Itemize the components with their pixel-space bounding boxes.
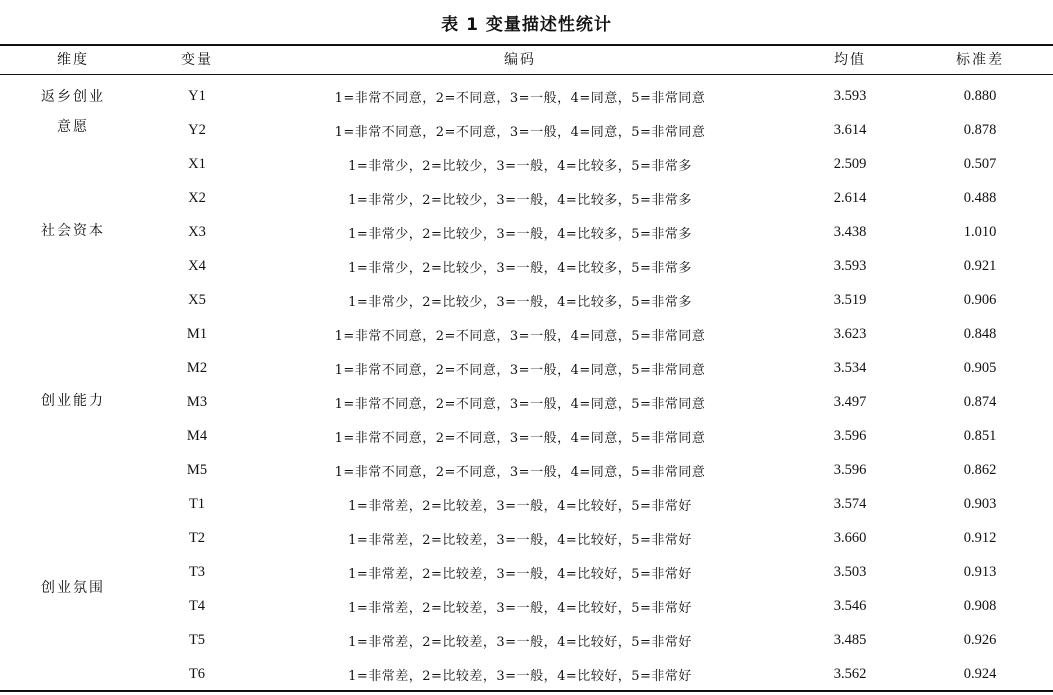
sd-cell: 0.880 (963, 87, 997, 104)
variable-cell: M5 (186, 462, 208, 479)
dimension-label-line1: 返乡创业 (41, 89, 105, 105)
coding-cell: 1=非常不同意，2=不同意，3=一般，4=同意，5=非常同意 (334, 362, 706, 378)
coding-cell: 1=非常不同意，2=不同意，3=一般，4=同意，5=非常同意 (334, 431, 706, 446)
sd-cell: 1.010 (963, 223, 997, 240)
table-title: 表 1 变量描述性统计 (441, 15, 612, 35)
table-row (0, 317, 1053, 351)
mean-cell: 3.596 (833, 428, 867, 444)
sd-cell: 0.924 (963, 666, 997, 683)
variable-cell: M4 (186, 428, 208, 444)
sd-cell: 0.507 (963, 155, 997, 172)
coding-cell: 1=非常差，2=比较差，3=一般，4=比较好，5=非常好 (348, 567, 692, 583)
dimension-social-capital (22, 216, 124, 246)
variable-cell: M3 (186, 393, 208, 410)
dimension-entrepreneurial-ability (22, 386, 124, 416)
sd-cell: 0.874 (963, 393, 997, 410)
mean-cell: 3.593 (833, 257, 867, 274)
header-rule (0, 74, 1053, 75)
sd-cell: 0.851 (963, 428, 997, 444)
mean-cell: 3.534 (833, 359, 867, 376)
variable-cell: T1 (188, 496, 206, 513)
coding-cell: 1=非常少，2=比较少，3=一般，4=比较多，5=非常多 (348, 294, 692, 310)
header-coding: 编码 (504, 52, 536, 68)
dimension-entrepreneurial-atmosphere (22, 573, 124, 603)
coding-cell: 1=非常少，2=比较少，3=一般，4=比较多，5=非常多 (348, 226, 692, 242)
mean-cell: 2.509 (833, 155, 867, 172)
dimension-return-entrepreneurship (22, 82, 124, 142)
coding-cell: 1=非常差，2=比较差，3=一般，4=比较好，5=非常好 (348, 533, 692, 549)
sd-cell: 0.488 (963, 189, 997, 206)
coding-cell: 1=非常不同意，2=不同意，3=一般，4=同意，5=非常同意 (334, 465, 706, 481)
table-row (0, 522, 1053, 556)
table-row (0, 454, 1053, 488)
mean-cell: 3.614 (833, 121, 867, 138)
table-row (0, 79, 1053, 113)
header-sd: 标准差 (956, 52, 1004, 68)
coding-cell: 1=非常不同意，2=不同意，3=一般，4=同意，5=非常同意 (334, 396, 706, 412)
coding-cell: 1=非常少，2=比较少，3=一般，4=比较多，5=非常多 (348, 192, 692, 208)
variable-cell: T4 (188, 598, 206, 615)
mean-cell: 3.503 (833, 564, 867, 581)
mean-cell: 3.546 (833, 598, 867, 615)
variable-cell: Y2 (188, 121, 206, 138)
sd-cell: 0.862 (963, 462, 997, 479)
mean-cell: 3.519 (833, 291, 867, 308)
sd-cell: 0.921 (963, 257, 997, 274)
mean-cell: 3.574 (833, 496, 867, 513)
mean-cell: 3.596 (833, 462, 867, 479)
sd-cell: 0.913 (963, 564, 997, 581)
coding-cell: 1=非常差，2=比较差，3=一般，4=比较好，5=非常好 (348, 601, 692, 617)
variable-cell: T3 (188, 564, 206, 581)
sd-cell: 0.905 (963, 359, 997, 376)
mean-cell: 2.614 (833, 189, 867, 206)
bottom-rule (0, 690, 1053, 692)
coding-cell: 1=非常差，2=比较差，3=一般，4=比较好，5=非常好 (348, 499, 692, 515)
variable-cell: X2 (188, 189, 206, 206)
coding-cell: 1=非常少，2=比较少，3=一般，4=比较多，5=非常多 (348, 260, 692, 276)
sd-cell: 0.848 (963, 325, 997, 342)
variable-cell: Y1 (188, 87, 206, 104)
header-variable: 变量 (181, 52, 213, 68)
dimension-label-line1: 创业氛围 (41, 580, 105, 596)
table-row (0, 283, 1053, 317)
coding-cell: 1=非常差，2=比较差，3=一般，4=比较好，5=非常好 (348, 669, 692, 685)
table-row (0, 249, 1053, 283)
table-row (0, 181, 1053, 215)
variable-cell: T2 (188, 530, 206, 547)
table-row (0, 385, 1053, 419)
header-dimension: 维度 (57, 52, 89, 68)
coding-cell: 1=非常不同意，2=不同意，3=一般，4=同意，5=非常同意 (334, 90, 706, 106)
variable-cell: T6 (188, 666, 206, 683)
mean-cell: 3.485 (833, 632, 867, 649)
variable-cell: M2 (186, 359, 208, 376)
table-row (0, 147, 1053, 181)
dimension-label-line1: 社会资本 (41, 223, 105, 239)
header-mean: 均值 (834, 52, 866, 68)
sd-cell: 0.912 (963, 530, 997, 547)
sd-cell: 0.903 (963, 496, 997, 513)
table-row (0, 113, 1053, 147)
variable-cell: X5 (188, 291, 206, 308)
table-row (0, 658, 1053, 692)
table-row (0, 351, 1053, 385)
dimension-label-line2: 意愿 (57, 119, 89, 135)
table-row (0, 420, 1053, 454)
table-row (0, 488, 1053, 522)
table-row (0, 590, 1053, 624)
coding-cell: 1=非常不同意，2=不同意，3=一般，4=同意，5=非常同意 (334, 328, 706, 344)
mean-cell: 3.623 (833, 325, 867, 342)
mean-cell: 3.660 (833, 530, 867, 547)
mean-cell: 3.497 (833, 393, 867, 410)
mean-cell: 3.562 (833, 666, 867, 683)
variable-cell: M1 (186, 325, 208, 342)
mean-cell: 3.438 (833, 223, 867, 240)
header-row (0, 44, 1053, 74)
mean-cell: 3.593 (833, 87, 867, 104)
sd-cell: 0.926 (963, 632, 997, 649)
variable-cell: X4 (188, 257, 206, 274)
table-row (0, 215, 1053, 249)
variable-cell: T5 (188, 632, 206, 649)
table-row (0, 556, 1053, 590)
sd-cell: 0.878 (963, 121, 997, 138)
table-row (0, 624, 1053, 658)
coding-cell: 1=非常不同意，2=不同意，3=一般，4=同意，5=非常同意 (334, 124, 706, 140)
variable-cell: X3 (188, 223, 206, 240)
sd-cell: 0.908 (963, 598, 997, 615)
dimension-label-line1: 创业能力 (41, 393, 105, 409)
coding-cell: 1=非常少，2=比较少，3=一般，4=比较多，5=非常多 (348, 158, 692, 174)
coding-cell: 1=非常差，2=比较差，3=一般，4=比较好，5=非常好 (348, 635, 692, 651)
sd-cell: 0.906 (963, 291, 997, 308)
variable-cell: X1 (188, 155, 206, 172)
